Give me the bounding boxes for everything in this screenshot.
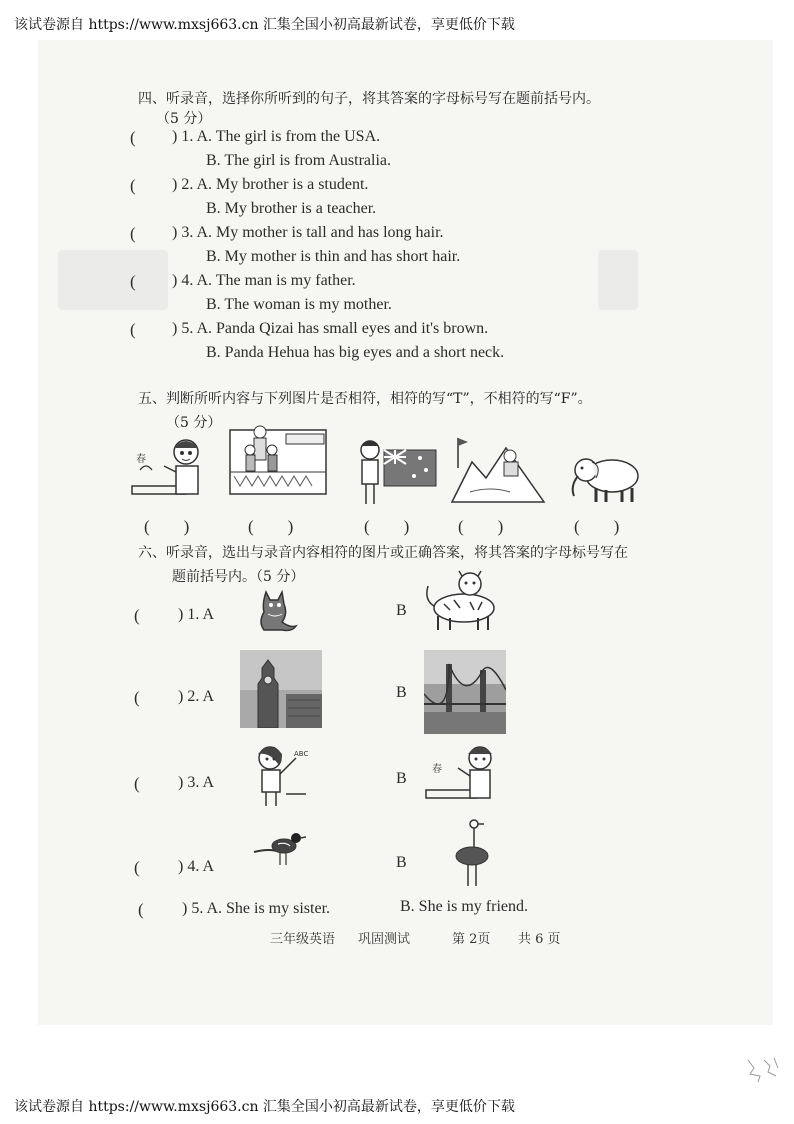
question-4-a: ) 4. A. The man is my father.	[172, 272, 356, 289]
source-note-top[interactable]: 该试卷源自 https://www.mxsj663.cn 汇集全国小初高最新试卷，享更低价下载	[14, 17, 515, 33]
answer-paren[interactable]: (	[134, 858, 140, 877]
family-photo-icon	[226, 420, 330, 500]
answer-paren[interactable]: (	[134, 774, 140, 793]
svg-text:ABC: ABC	[294, 750, 309, 758]
answer-paren[interactable]: (	[130, 224, 136, 243]
item-2-label: ) 2. A	[178, 688, 214, 705]
scan-smudge	[58, 250, 168, 310]
answer-paren[interactable]: (	[130, 128, 136, 147]
source-note-bottom[interactable]: 该试卷源自 https://www.mxsj663.cn 汇集全国小初高最新试卷，享更低价下载	[14, 1099, 515, 1115]
section5-score: （5 分）	[166, 415, 222, 431]
mountain-climb-icon	[450, 432, 546, 506]
answer-blank[interactable]: ( )	[574, 517, 620, 536]
answer-paren[interactable]: (	[138, 900, 144, 919]
golden-gate-photo	[424, 650, 506, 734]
section4-heading: 四、听录音，选择你所听到的句子，将其答案的字母标号写在题前括号内。	[138, 91, 600, 107]
item-2-b: B	[396, 684, 407, 701]
question-5-a: ) 5. A. Panda Qizai has small eyes and it's brown.	[172, 320, 489, 337]
question-1-b: B. The girl is from Australia.	[206, 152, 392, 169]
footer-page: 第 2页	[452, 932, 491, 947]
item-3-label: ) 3. A	[178, 774, 214, 791]
answer-paren[interactable]: (	[134, 606, 140, 625]
question-1-a: ) 1. A. The girl is from the USA.	[172, 128, 381, 145]
girl-desk-icon	[424, 746, 500, 806]
big-ben-photo	[240, 650, 322, 728]
section6-heading: 六、听录音，选出与录音内容相符的图片或正确答案，将其答案的字母标号写在	[138, 545, 628, 561]
item-3-b: B	[396, 770, 407, 787]
answer-paren[interactable]: (	[130, 176, 136, 195]
svg-text:春: 春	[432, 764, 442, 775]
question-2-b: B. My brother is a teacher.	[206, 200, 377, 217]
section4-score: （5 分）	[156, 111, 212, 127]
question-2-a: ) 2. A. My brother is a student.	[172, 176, 369, 193]
item-4-b: B	[396, 854, 407, 871]
magpie-icon	[250, 826, 310, 870]
footer-subject: 三年级英语	[270, 932, 336, 947]
svg-text:春: 春	[136, 454, 146, 465]
question-3-a: ) 3. A. My mother is tall and has long hair.	[172, 224, 444, 241]
item-1-label: ) 1. A	[178, 606, 214, 623]
answer-paren[interactable]: (	[134, 688, 140, 707]
item-4-label: ) 4. A	[178, 858, 214, 875]
teacher-board-icon	[130, 438, 208, 504]
section6-heading-line2: 题前括号内。（5 分）	[172, 569, 305, 585]
item-1-b: B	[396, 602, 407, 619]
question-4-b: B. The woman is my mother.	[206, 296, 392, 313]
answer-blank[interactable]: ( )	[144, 517, 190, 536]
item-5-b: B. She is my friend.	[400, 898, 528, 915]
answer-paren[interactable]: (	[130, 272, 136, 291]
scan-noise-icon	[744, 1056, 784, 1084]
answer-blank[interactable]: ( )	[458, 517, 504, 536]
tiger-icon	[424, 570, 508, 636]
elephant-icon	[566, 450, 646, 506]
cat-icon	[250, 584, 300, 634]
answer-blank[interactable]: ( )	[364, 517, 410, 536]
boy-flag-icon	[356, 438, 440, 510]
question-3-b: B. My mother is thin and has short hair.	[206, 248, 461, 265]
section5-heading: 五、判断所听内容与下列图片是否相符，相符的写“T”，不相符的写“F”。	[138, 391, 592, 407]
girl-pointing-icon	[250, 744, 310, 808]
scan-smudge	[598, 250, 638, 310]
ostrich-icon	[448, 818, 496, 890]
question-5-b: B. Panda Hehua has big eyes and a short neck.	[206, 344, 505, 361]
footer-test: 巩固测试	[358, 932, 411, 947]
answer-blank[interactable]: ( )	[248, 517, 294, 536]
answer-paren[interactable]: (	[130, 320, 136, 339]
item-5-a: ) 5. A. She is my sister.	[182, 900, 331, 917]
footer-total: 共 6 页	[518, 932, 561, 947]
exam-page	[38, 40, 773, 1025]
